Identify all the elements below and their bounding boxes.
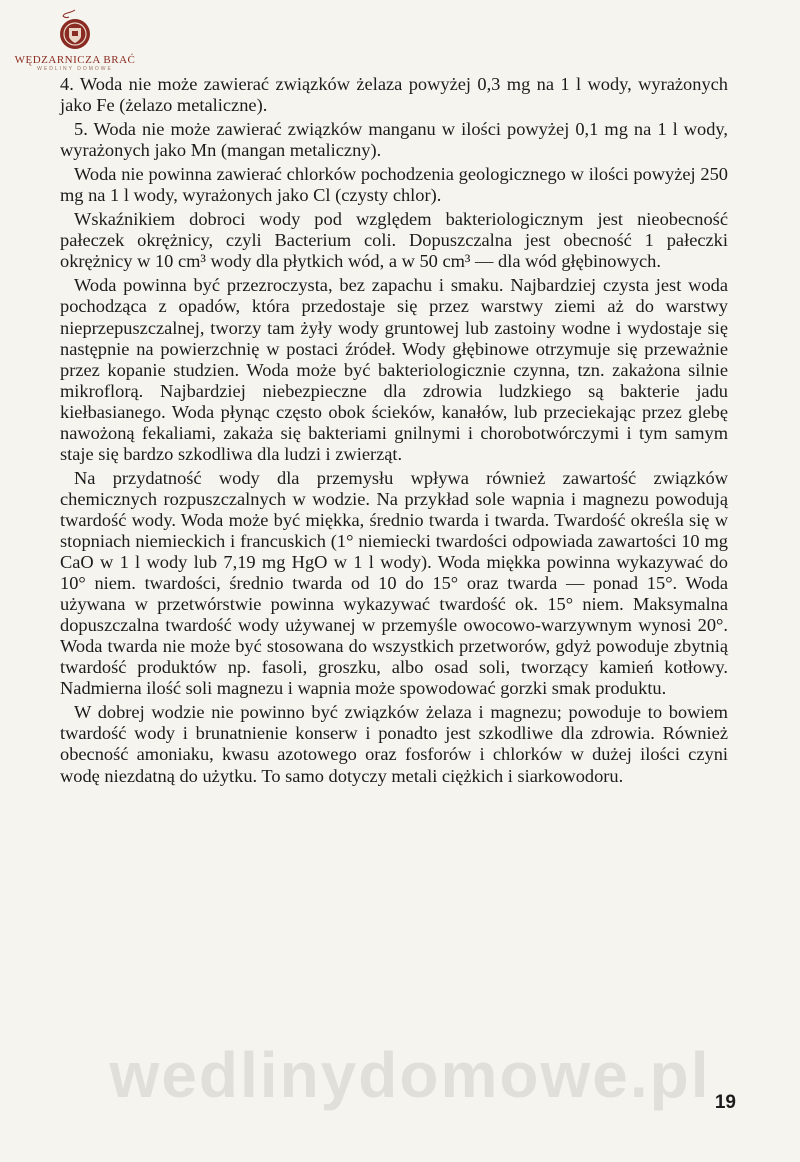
paragraph-contaminants: W dobrej wodzie nie powinno być związków żelaza i magnezu; powoduje to bowiem twardość wody i brunatnienie konserw i ponadto jest szkodliwe dla zdrowia. Również obecność amoniaku, kwasu azotowego oraz fosforów i chlorków w dużej ilości czyni wodę niezdatną do użytku. To samo dotyczy metali ciężkich i siarkowodoru. [60, 702, 728, 786]
paragraph-clarity: Woda powinna być przezroczysta, bez zapachu i smaku. Najbardziej czysta jest woda pochodząca z opadów, która przedostaje się przez warstwy ziemi aż do warstwy nieprzepuszczalnej, tworzy tam żyły wody gruntowej lub zastoiny wodne i wydostaje się następnie na powierzchnię w postaci źródeł. Wody głębinowe otrzymuje się przeważnie przez kopanie studzien. Woda może być bakteriologicznie czynna, tzn. zakażona silnie mikroflorą. Najbardziej niebezpieczne dla zdrowia ludzkiego są bakterie jadu kiełbasianego. Woda płynąc często obok ścieków, kanałów, lub przeciekając przez glebę nawożoną fekaliami, zakaża się bakteriami gnilnymi i chorobotwórczymi i tym samym staje się bardzo szkodliwa dla ludzi i zwierząt. [60, 275, 728, 464]
paragraph-chlorides: Woda nie powinna zawierać chlorków pochodzenia geologicznego w ilości powyżej 250 mg na 1 l wody, wyrażonych jako Cl (czysty chlor). [60, 164, 728, 206]
brand-subtitle: WEDLINY DOMOWE [37, 66, 113, 72]
shield-logo-icon [55, 8, 95, 52]
page-number: 19 [714, 1092, 736, 1113]
paragraph-hardness: Na przydatność wody dla przemysłu wpływa również zawartość związków chemicznych rozpuszczalnych w wodzie. Na przykład sole wapnia i magnezu powodują twardość wody. Woda może być miękka, średnio twarda i twarda. Twardość określa się w stopniach niemieckich i francuskich (1° niemiecki twardości odpowiada zawartości 10 mg CaO w 1 l wody lub 7,19 mg HgO w 1 l wody). Woda miękka powinna wykazywać do 10° niem. twardości, średnio twarda od 10 do 15° oraz twarda — ponad 15°. Woda używana w przetwórstwie powinna wykazywać twardość ok. 15° niem. Maksymalna dopuszczalna twardość wody używanej w przemyśle owocowo-warzywnym wynosi 20°. Woda twarda nie może być stosowana do wszystkich przetworów, gdyż powoduje zbytnią twardość produktów np. fasoli, groszku, albo osad soli, tworzący kamień kotłowy. Nadmierna ilość soli magnezu i wapnia może spowodować gorzki smak produktu. [60, 467, 728, 699]
paragraph-manganese: 5. Woda nie może zawierać związków manganu w ilości powyżej 0,1 mg na 1 l wody, wyrażonych jako Mn (mangan metaliczny). [60, 119, 728, 161]
body-text [60, 74, 728, 790]
paragraph-bacteriology: Wskaźnikiem dobroci wody pod względem bakteriologicznym jest nieobecność pałeczek okrężnicy, czyli Bacterium coli. Dopuszczalna jest obecność 1 pałeczki okrężnicy w 10 cm³ wody dla płytkich wód, a w 50 cm³ — dla wód głębinowych. [60, 209, 728, 272]
watermark-text: wedlinydomowe.pl [109, 1039, 711, 1111]
brand-name: WĘDZARNICZA BRAĆ [14, 54, 136, 66]
paragraph-iron: 4. Woda nie może zawierać związków żelaza powyżej 0,3 mg na 1 l wody, wyrażonych jako Fe (żelazo metaliczne). [60, 74, 728, 116]
